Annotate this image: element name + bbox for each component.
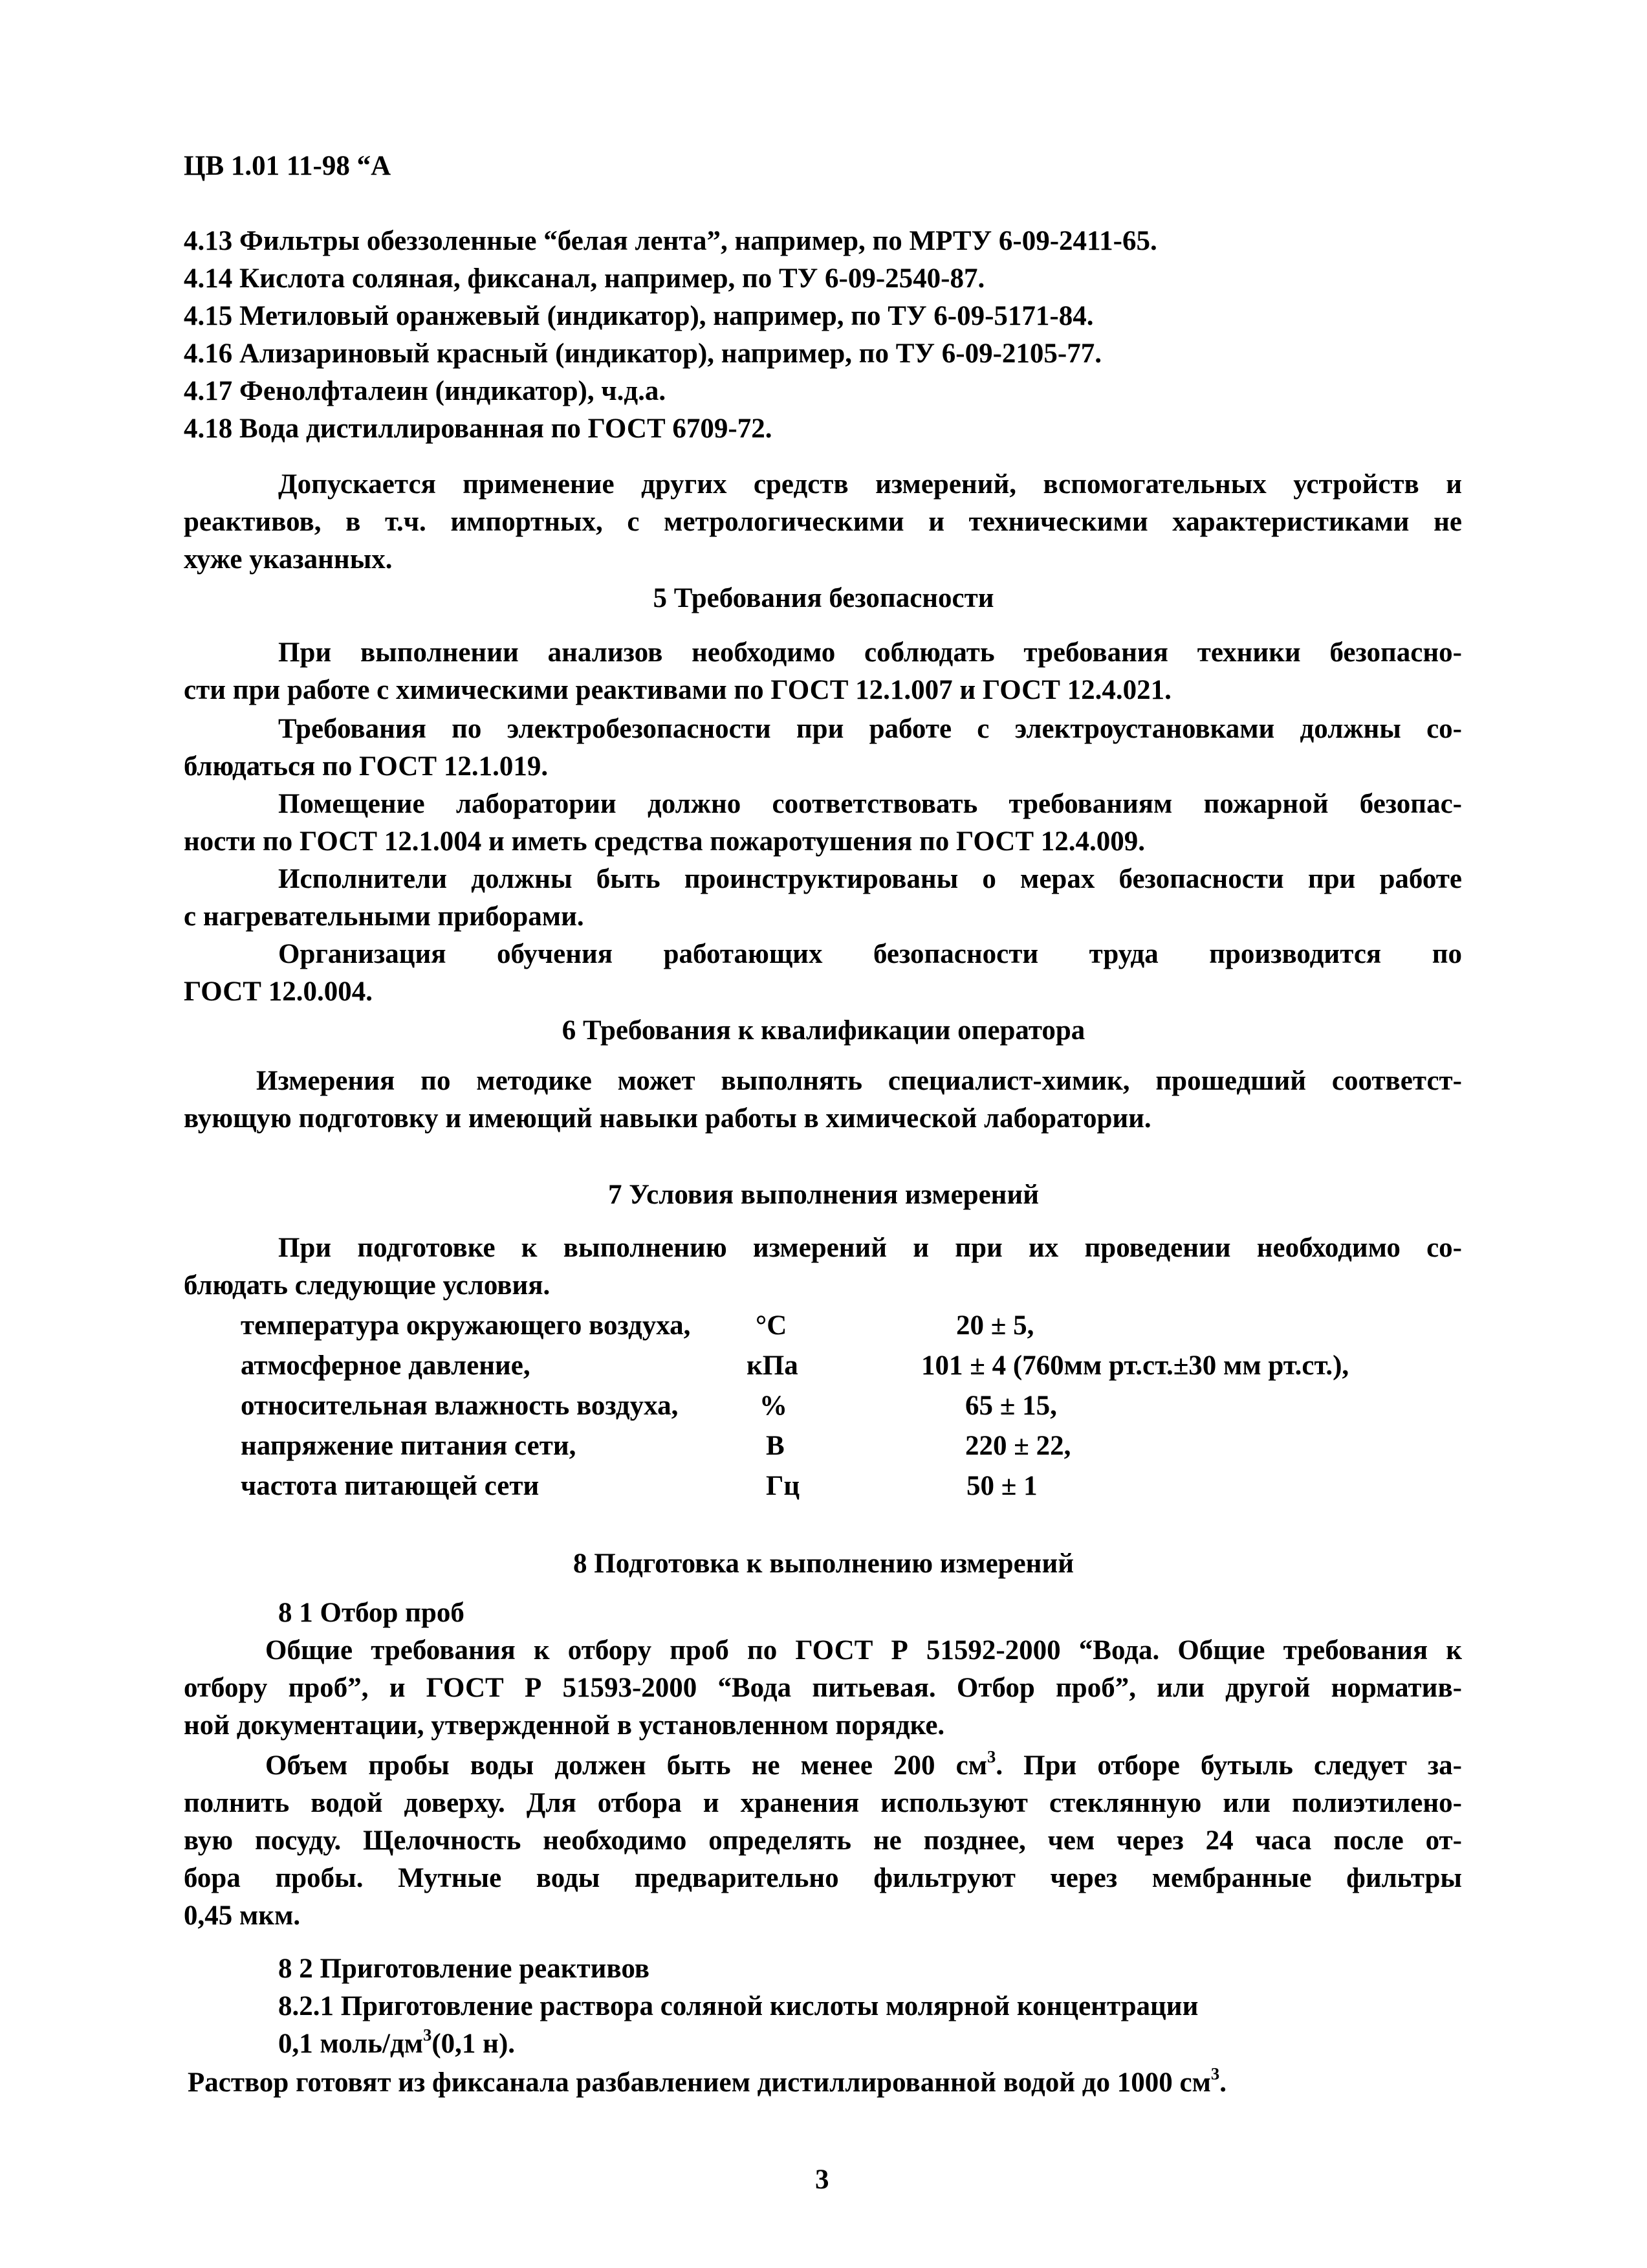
paragraph-line: блюдать следующие условия. <box>184 1270 551 1301</box>
paragraph-line: ности по ГОСТ 12.1.004 и иметь средства пожаротушения по ГОСТ 12.4.009. <box>184 826 1146 857</box>
condition-unit: В <box>766 1431 785 1461</box>
condition-value: 20 ± 5, <box>956 1310 1034 1341</box>
subsection-title: 8 2 Приготовление реактивов <box>278 1954 650 1984</box>
subsection-title: 8 1 Отбор проб <box>278 1598 464 1628</box>
note-line: Допускается применение других средств измерений, вспомогательных устройств и <box>278 469 1462 500</box>
list-item: 4.15 Метиловый оранжевый (индикатор), например, по ТУ 6-09-5171-84. <box>184 301 1094 331</box>
note-line: реактивов, в т.ч. импортных, с метрологическими и техническими характеристиками не <box>184 507 1462 537</box>
section-5-title: 5 Требования безопасности <box>653 583 994 613</box>
paragraph-line: блюдаться по ГОСТ 12.1.019. <box>184 751 549 782</box>
section-6-title: 6 Требования к квалификации оператора <box>562 1015 1085 1046</box>
paragraph-line: вующую подготовку и имеющий навыки работы в химической лаборатории. <box>184 1103 1151 1134</box>
condition-value: 50 ± 1 <box>966 1471 1038 1501</box>
paragraph-line: бора пробы. Мутные воды предварительно фильтруют через мембранные фильтры <box>184 1863 1462 1893</box>
condition-name: частота питающей сети <box>241 1471 540 1501</box>
list-item: 4.14 Кислота соляная, фиксанал, например, по ТУ 6-09-2540-87. <box>184 263 985 294</box>
section-8-title: 8 Подготовка к выполнению измерений <box>573 1548 1074 1579</box>
paragraph-line: 0,45 мкм. <box>184 1900 301 1931</box>
condition-unit: % <box>759 1391 787 1421</box>
subsection-title: 8.2.1 Приготовление раствора соляной кислоты молярной концентрации <box>278 1991 1199 2021</box>
paragraph-line: Организация обучения работающих безопасности труда производится по <box>278 939 1462 969</box>
paragraph-line: Общие требования к отбору проб по ГОСТ Р 51592-2000 “Вода. Общие требования к <box>265 1635 1462 1666</box>
condition-unit: Гц <box>766 1471 800 1501</box>
paragraph-line: Раствор готовят из фиксанала разбавлением дистиллированной водой до 1000 $см^3$. <box>188 2064 1227 2098</box>
paragraph-line: вую посуду. Щелочность необходимо определять не позднее, чем через 24 часа после от- <box>184 1825 1462 1856</box>
document-code: ЦВ 1.01 11-98 “А <box>184 151 391 181</box>
paragraph-line: полнить водой доверху. Для отбора и хранения используют стеклянную или полиэтилено- <box>184 1788 1462 1818</box>
condition-value: 101 ± 4 (760мм рт.ст.±30 мм рт.ст.), <box>921 1350 1349 1381</box>
condition-unit: кПа <box>747 1350 798 1381</box>
paragraph-line: Помещение лаборатории должно соответствовать требованиям пожарной безопас- <box>278 789 1462 819</box>
paragraph-line: с нагревательными приборами. <box>184 901 584 932</box>
paragraph-line: сти при работе с химическими реактивами по ГОСТ 12.1.007 и ГОСТ 12.4.021. <box>184 675 1172 705</box>
paragraph-line: При подготовке к выполнению измерений и при их проведении необходимо со- <box>278 1233 1462 1263</box>
list-item: 4.16 Ализариновый красный (индикатор), например, по ТУ 6-09-2105-77. <box>184 338 1102 369</box>
concentration-line: 0,1 моль/$дм^3(0,1$ н). <box>278 2025 516 2059</box>
page-number: 3 <box>815 2164 829 2195</box>
condition-name: температура окружающего воздуха, <box>241 1310 691 1341</box>
condition-unit: °С <box>756 1310 787 1341</box>
condition-name: атмосферное давление, <box>241 1350 530 1381</box>
condition-value: 220 ± 22, <box>965 1431 1071 1461</box>
paragraph-line: Требования по электробезопасности при работе с электроустановками должны со- <box>278 714 1462 744</box>
condition-name: относительная влажность воздуха, <box>241 1391 679 1421</box>
note-line: хуже указанных. <box>184 544 393 575</box>
paragraph-line: ГОСТ 12.0.004. <box>184 976 373 1007</box>
condition-name: напряжение питания сети, <box>241 1431 576 1461</box>
list-item: 4.17 Фенолфталеин (индикатор), ч.д.а. <box>184 376 666 406</box>
list-item: 4.18 Вода дистиллированная по ГОСТ 6709-72. <box>184 413 772 444</box>
paragraph-line: ной документации, утвержденной в установленном порядке. <box>184 1710 945 1741</box>
paragraph-line: отбору проб”, и ГОСТ Р 51593-2000 “Вода питьевая. Отбор проб”, или другой норматив- <box>184 1673 1462 1703</box>
paragraph-line: Измерения по методике может выполнять специалист-химик, прошедший соответст- <box>256 1066 1462 1096</box>
section-7-title: 7 Условия выполнения измерений <box>607 1180 1040 1210</box>
paragraph-line: Объем пробы воды должен быть не менее 200 $см^3$. При отборе бутыль следует за- <box>265 1746 1463 1781</box>
paragraph-line: При выполнении анализов необходимо соблюдать требования техники безопасно- <box>278 637 1462 668</box>
paragraph-line: Исполнители должны быть проинструктированы о мерах безопасности при работе <box>278 864 1462 894</box>
condition-value: 65 ± 15, <box>965 1391 1057 1421</box>
list-item: 4.13 Фильтры обеззоленные “белая лента”, например, по МРТУ 6-09-2411-65. <box>184 226 1157 256</box>
